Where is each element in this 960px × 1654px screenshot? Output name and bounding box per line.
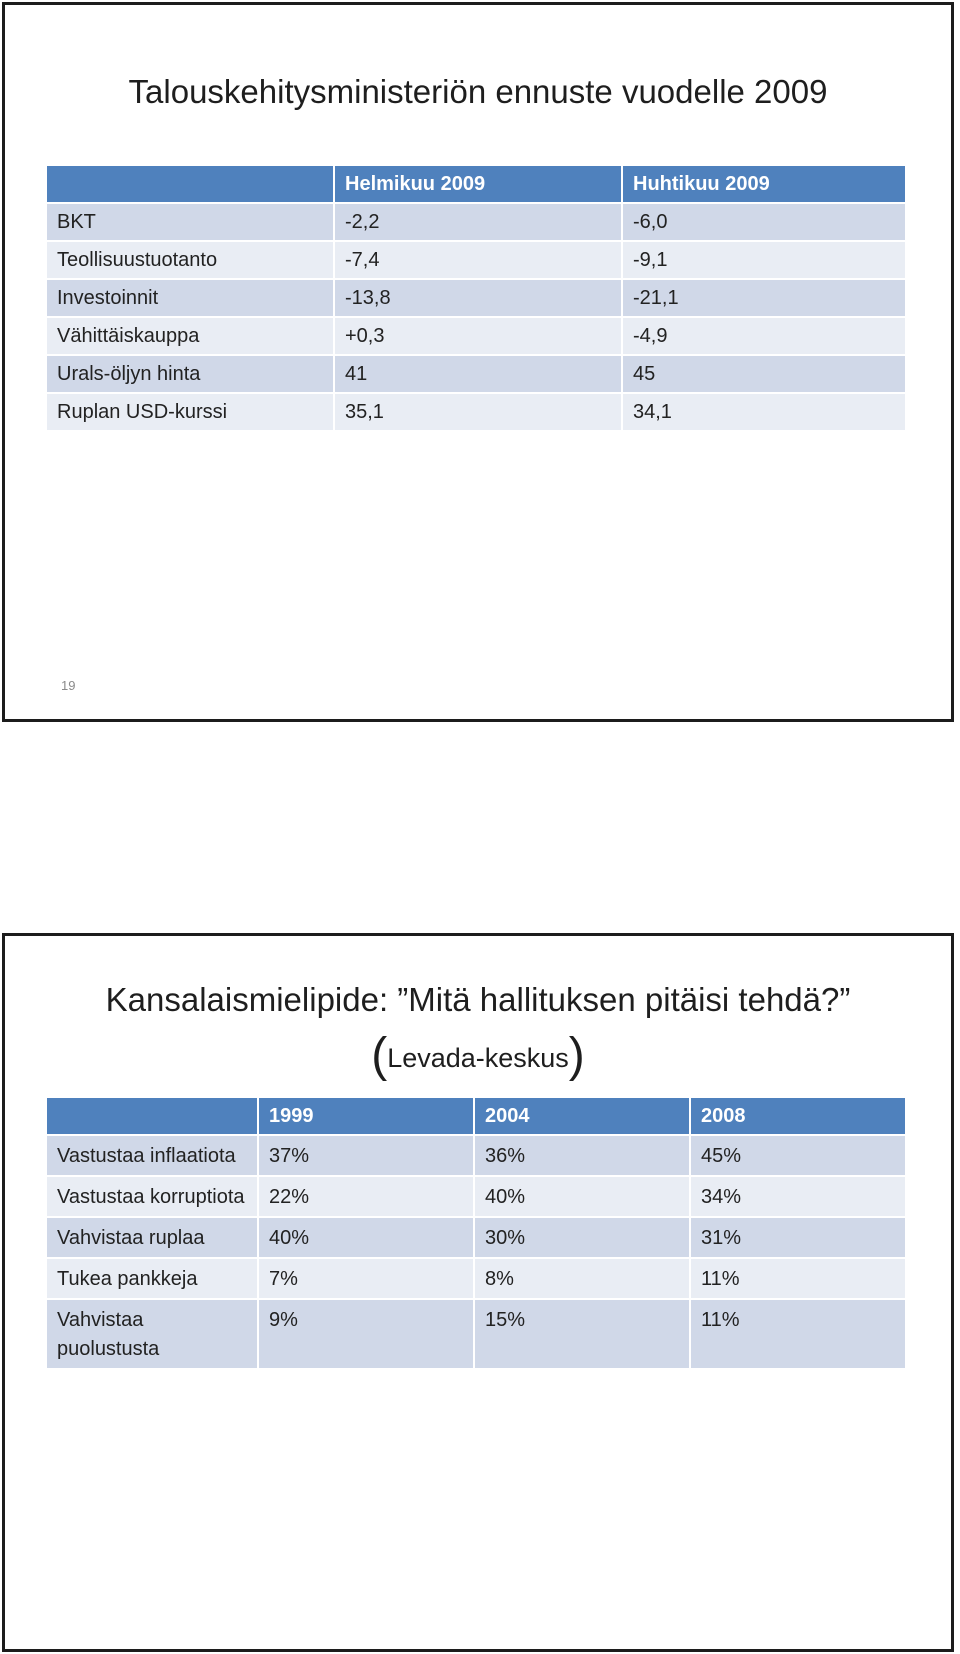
table-row <box>47 394 905 430</box>
subtitle <box>5 1028 951 1086</box>
table-cell: 31% <box>691 1218 905 1257</box>
table-row <box>47 280 905 316</box>
table-cell: 22% <box>259 1177 473 1216</box>
subtitle-open-paren: ( <box>371 1029 388 1082</box>
row-label: Vähittäiskauppa <box>47 318 333 354</box>
table-cell: 35,1 <box>335 394 621 430</box>
row-label: Investoinnit <box>47 280 333 316</box>
table-row <box>47 356 905 392</box>
table-cell: -9,1 <box>623 242 905 278</box>
table-row <box>47 1136 905 1175</box>
table-row <box>47 1259 905 1298</box>
header-cell: 2008 <box>691 1098 905 1134</box>
table-cell: -21,1 <box>623 280 905 316</box>
subtitle-source: Levada-keskus <box>387 1043 569 1073</box>
opinion-table <box>45 1096 907 1370</box>
table-cell: 45 <box>623 356 905 392</box>
subtitle-close-paren: ) <box>568 1029 585 1082</box>
table-cell: 34,1 <box>623 394 905 430</box>
header-cell: Huhtikuu 2009 <box>623 166 905 202</box>
slide-title: Talouskehitysministeriön ennuste vuodelle 2009 <box>128 73 828 110</box>
table-cell: 45% <box>691 1136 905 1175</box>
table-header-row <box>47 1098 905 1134</box>
row-label: Vahvistaa ruplaa <box>47 1218 257 1257</box>
row-label: Vahvistaa puolustusta <box>47 1300 257 1368</box>
table-cell: -13,8 <box>335 280 621 316</box>
table-cell: -7,4 <box>335 242 621 278</box>
table-row <box>47 204 905 240</box>
row-label: Vastustaa inflaatiota <box>47 1136 257 1175</box>
table-cell: 40% <box>259 1218 473 1257</box>
table-cell: 40% <box>475 1177 689 1216</box>
table-cell: 36% <box>475 1136 689 1175</box>
header-cell <box>47 166 333 202</box>
title-main: Kansalaismielipide: ”Mitä hallituksen pitäisi tehdä?” <box>105 981 851 1018</box>
table-cell: 34% <box>691 1177 905 1216</box>
table-cell: 11% <box>691 1300 905 1368</box>
row-label: BKT <box>47 204 333 240</box>
table-row <box>47 242 905 278</box>
table-cell: 7% <box>259 1259 473 1298</box>
table-header-row <box>47 166 905 202</box>
forecast-table <box>45 164 907 432</box>
header-cell <box>47 1098 257 1134</box>
table-cell: -2,2 <box>335 204 621 240</box>
row-label: Urals-öljyn hinta <box>47 356 333 392</box>
table-row <box>47 1177 905 1216</box>
table-cell: 41 <box>335 356 621 392</box>
table-cell: 11% <box>691 1259 905 1298</box>
table-cell: -6,0 <box>623 204 905 240</box>
header-cell: 1999 <box>259 1098 473 1134</box>
row-label: Vastustaa korruptiota <box>47 1177 257 1216</box>
table-row <box>47 1218 905 1257</box>
table-row <box>47 318 905 354</box>
row-label: Tukea pankkeja <box>47 1259 257 1298</box>
table-cell: 8% <box>475 1259 689 1298</box>
header-cell: 2004 <box>475 1098 689 1134</box>
table-cell: 15% <box>475 1300 689 1368</box>
header-cell: Helmikuu 2009 <box>335 166 621 202</box>
table-cell: -4,9 <box>623 318 905 354</box>
row-label: Ruplan USD-kurssi <box>47 394 333 430</box>
table-cell: 37% <box>259 1136 473 1175</box>
table-cell: 9% <box>259 1300 473 1368</box>
slide-title <box>5 972 951 1086</box>
row-label: Teollisuustuotanto <box>47 242 333 278</box>
table-cell: +0,3 <box>335 318 621 354</box>
page-number: 19 <box>61 678 76 693</box>
table-cell: 30% <box>475 1218 689 1257</box>
table-row <box>47 1300 905 1368</box>
